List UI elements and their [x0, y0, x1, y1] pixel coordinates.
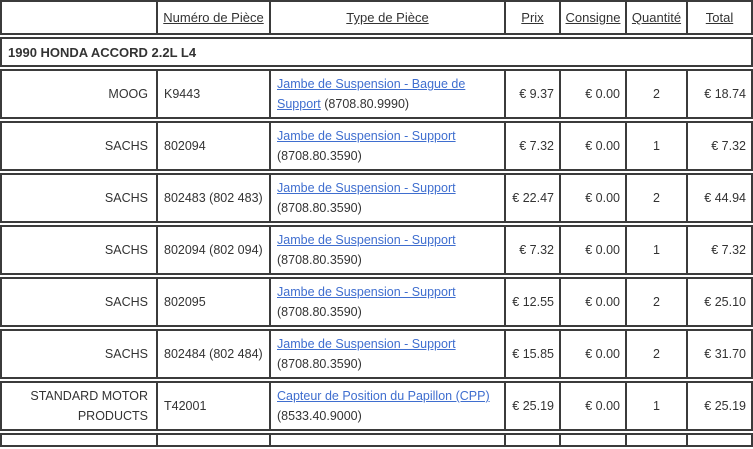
part-type-link[interactable]: Jambe de Suspension - Bague de Support	[277, 77, 466, 111]
brand-cell: SACHS	[0, 173, 157, 223]
brand-cell: SACHS	[0, 277, 157, 327]
part-type-code: (8533.40.9000)	[277, 409, 362, 423]
brand-cell: SACHS	[0, 329, 157, 379]
part-type-link[interactable]: Jambe de Suspension - Support	[277, 285, 456, 299]
part-type-cell	[270, 69, 505, 119]
part-type-link[interactable]: Jambe de Suspension - Support	[277, 129, 456, 143]
price-cell: € 9.37	[505, 69, 560, 119]
price-cell: € 25.19	[505, 381, 560, 431]
part-type-cell	[270, 381, 505, 431]
core-charge-cell: € 0.00	[560, 69, 626, 119]
table-row	[0, 121, 753, 171]
column-header-total[interactable]: Total	[687, 0, 753, 35]
table-row	[0, 277, 753, 327]
quantity-cell: 2	[626, 277, 687, 327]
part-number-cell: 802484 (802 484)	[157, 329, 270, 379]
part-type-cell	[270, 225, 505, 275]
column-header-price[interactable]: Prix	[505, 0, 560, 35]
total-cell: € 31.70	[687, 329, 753, 379]
column-header-part-number[interactable]: Numéro de Pièce	[157, 0, 270, 35]
core-charge-cell: € 0.00	[560, 277, 626, 327]
table-row	[0, 225, 753, 275]
part-type-link[interactable]: Jambe de Suspension - Support	[277, 337, 456, 351]
table-row	[0, 329, 753, 379]
core-charge-cell: € 0.00	[560, 381, 626, 431]
part-type-code: (8708.80.9990)	[324, 97, 410, 111]
core-charge-cell: € 0.00	[560, 121, 626, 171]
table-row	[0, 381, 753, 431]
price-cell: € 22.47	[505, 173, 560, 223]
part-type-code: (8708.80.3590)	[277, 253, 362, 267]
brand-cell: SACHS	[0, 121, 157, 171]
column-header-core[interactable]: Consigne	[560, 0, 626, 35]
part-type-cell	[270, 121, 505, 171]
part-number-cell: K9443	[157, 69, 270, 119]
vehicle-group-header: 1990 HONDA ACCORD 2.2L L4	[0, 37, 753, 67]
part-number-cell: T42001	[157, 381, 270, 431]
quantity-cell: 1	[626, 121, 687, 171]
price-cell: € 15.85	[505, 329, 560, 379]
part-type-link[interactable]: Capteur de Position du Papillon (CPP)	[277, 389, 490, 403]
total-cell: € 25.19	[687, 381, 753, 431]
total-cell: € 25.10	[687, 277, 753, 327]
quantity-cell: 2	[626, 69, 687, 119]
part-type-code: (8708.80.3590)	[277, 305, 362, 319]
part-type-code: (8708.80.3590)	[277, 357, 362, 371]
part-type-link[interactable]: Jambe de Suspension - Support	[277, 233, 456, 247]
brand-cell: MOOG	[0, 69, 157, 119]
column-header-brand	[0, 0, 157, 35]
core-charge-cell: € 0.00	[560, 173, 626, 223]
table-row	[0, 69, 753, 119]
total-cell: € 7.32	[687, 121, 753, 171]
part-type-code: (8708.80.3590)	[277, 201, 362, 215]
part-type-link[interactable]: Jambe de Suspension - Support	[277, 181, 456, 195]
column-header-part-type[interactable]: Type de Pièce	[270, 0, 505, 35]
part-type-cell	[270, 277, 505, 327]
cut-off-row	[0, 433, 753, 447]
part-type-code: (8708.80.3590)	[277, 149, 362, 163]
price-cell: € 7.32	[505, 121, 560, 171]
quantity-cell: 1	[626, 381, 687, 431]
total-cell: € 18.74	[687, 69, 753, 119]
core-charge-cell: € 0.00	[560, 225, 626, 275]
part-number-cell: 802483 (802 483)	[157, 173, 270, 223]
part-number-cell: 802094	[157, 121, 270, 171]
quantity-cell: 1	[626, 225, 687, 275]
table-row	[0, 173, 753, 223]
brand-cell: STANDARD MOTOR PRODUCTS	[0, 381, 157, 431]
part-type-cell	[270, 329, 505, 379]
vehicle-group-header-row	[0, 37, 753, 67]
core-charge-cell: € 0.00	[560, 329, 626, 379]
brand-cell: SACHS	[0, 225, 157, 275]
price-cell: € 12.55	[505, 277, 560, 327]
column-header-quantity[interactable]: Quantité	[626, 0, 687, 35]
quantity-cell: 2	[626, 329, 687, 379]
part-number-cell: 802095	[157, 277, 270, 327]
part-type-cell	[270, 173, 505, 223]
quantity-cell: 2	[626, 173, 687, 223]
header-row	[0, 0, 753, 35]
total-cell: € 7.32	[687, 225, 753, 275]
total-cell: € 44.94	[687, 173, 753, 223]
part-number-cell: 802094 (802 094)	[157, 225, 270, 275]
price-cell: € 7.32	[505, 225, 560, 275]
